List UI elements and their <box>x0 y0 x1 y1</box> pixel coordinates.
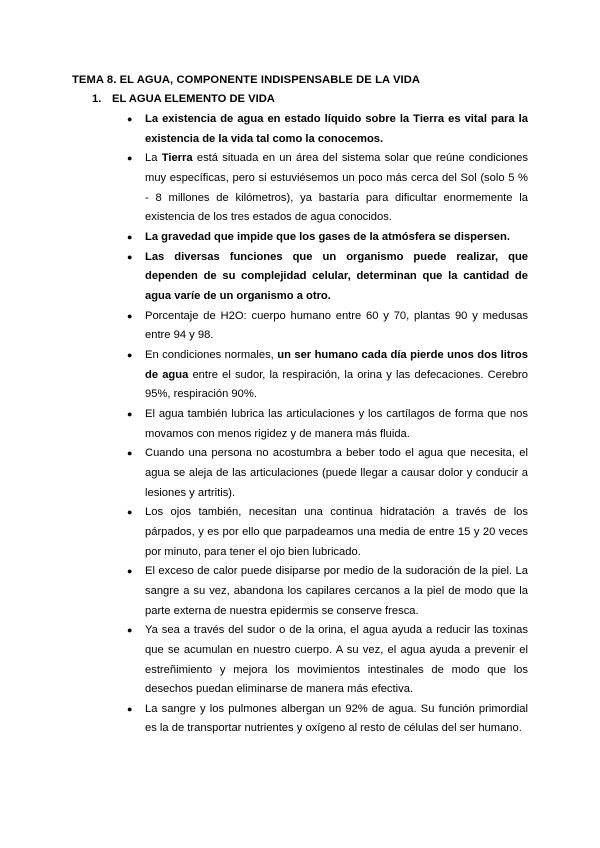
text: La sangre y los pulmones albergan un 92% de agua. Su función primordial es la de transportar nutrientes y oxígeno al resto de células del ser humano. <box>145 702 528 735</box>
bullet-icon: ● <box>127 350 133 361</box>
bullet-icon: ● <box>127 251 133 262</box>
list-item <box>126 110 528 149</box>
bold-text: La existencia de agua en estado líquido sobre la Tierra es vital para la existencia de la vida tal como la conocemos. <box>145 113 528 145</box>
list-item <box>126 621 528 699</box>
text: Cuando una persona no acostumbra a beber todo el agua que necesita, el agua se aleja de las articulaciones (puede llegar a causar dolor y conducir a lesiones y artritis). <box>145 447 528 499</box>
section-heading <box>92 93 275 105</box>
text: El exceso de calor puede disiparse por medio de la sudoración de la piel. La sangre a su vez, abandona los capilares cercanos a la piel de modo que la parte externa de nuestra epidermis se conserve fresca. <box>145 565 528 617</box>
text: Los ojos también, necesitan una continua hidratación a través de los párpados, y es por ello que parpadeamos una media de entre 15 y 20 veces por minuto, para tener el ojo bien lubricado. <box>145 506 528 558</box>
list-item <box>126 444 528 503</box>
bold-text: un ser humano cada día pierde unos dos litros de agua <box>145 349 528 381</box>
text: Ya sea a través del sudor o de la orina, el agua ayuda a reducir las toxinas que se acumulan en nuestro cuerpo. A su vez, el agua ayuda a prevenir el estreñimiento y mejora los movimientos intestinales de modo que los desechos puedan eliminarse de manera más efectiva. <box>145 624 528 696</box>
bullet-list <box>126 110 528 739</box>
bullet-icon: ● <box>127 507 133 518</box>
list-item <box>126 307 528 346</box>
text: El agua también lubrica las articulaciones y los cartílagos de forma que nos movamos con menos rigidez y de manera más fluida. <box>145 408 528 440</box>
list-item <box>126 149 528 227</box>
text: En condiciones normales, <box>145 349 278 362</box>
bold-text: La gravedad que impide que los gases de la atmósfera se dispersen. <box>145 230 510 243</box>
text: Porcentaje de H2O: cuerpo humano entre 60 y 70, plantas 90 y medusas entre 94 y 98. <box>145 309 528 342</box>
list-item <box>126 346 528 405</box>
bullet-icon: ● <box>127 448 133 459</box>
bold-text: Las diversas funciones que un organismo puede realizar, que dependen de su complejidad celular, determinan que la cantidad de agua varíe de un organismo a otro. <box>145 250 528 302</box>
text: La <box>145 152 162 165</box>
bullet-icon: ● <box>127 625 133 636</box>
section-heading-text: EL AGUA ELEMENTO DE VIDA <box>112 93 275 105</box>
section-number: 1. <box>92 93 102 105</box>
list-item <box>126 503 528 562</box>
bullet-icon: ● <box>127 114 133 124</box>
list-item <box>126 405 528 444</box>
bullet-icon: ● <box>127 310 133 321</box>
document-title: TEMA 8. EL AGUA, COMPONENTE INDISPENSABLE DE LA VIDA <box>72 74 421 86</box>
bold-text: Tierra <box>161 152 193 165</box>
bullet-icon: ● <box>127 566 133 577</box>
bullet-icon: ● <box>127 231 133 242</box>
bullet-icon: ● <box>127 409 133 420</box>
text: entre el sudor, la respiración, la orina y las defecaciones. Cerebro 95%, respiración 90%. <box>145 368 528 401</box>
list-item <box>126 228 528 248</box>
list-item <box>126 700 528 739</box>
bullet-icon: ● <box>127 703 133 714</box>
list-item <box>126 248 528 307</box>
list-item <box>126 562 528 621</box>
bullet-icon: ● <box>127 153 133 164</box>
text: está situada en un área del sistema solar que reúne condiciones muy específicas, pero si estuviésemos un poco más cerca del Sol (solo 5 % - 8 millones de kilómetros), ya bastaría para dificultar enormemente la existencia de los tres estados de agua conocidos. <box>145 152 528 224</box>
